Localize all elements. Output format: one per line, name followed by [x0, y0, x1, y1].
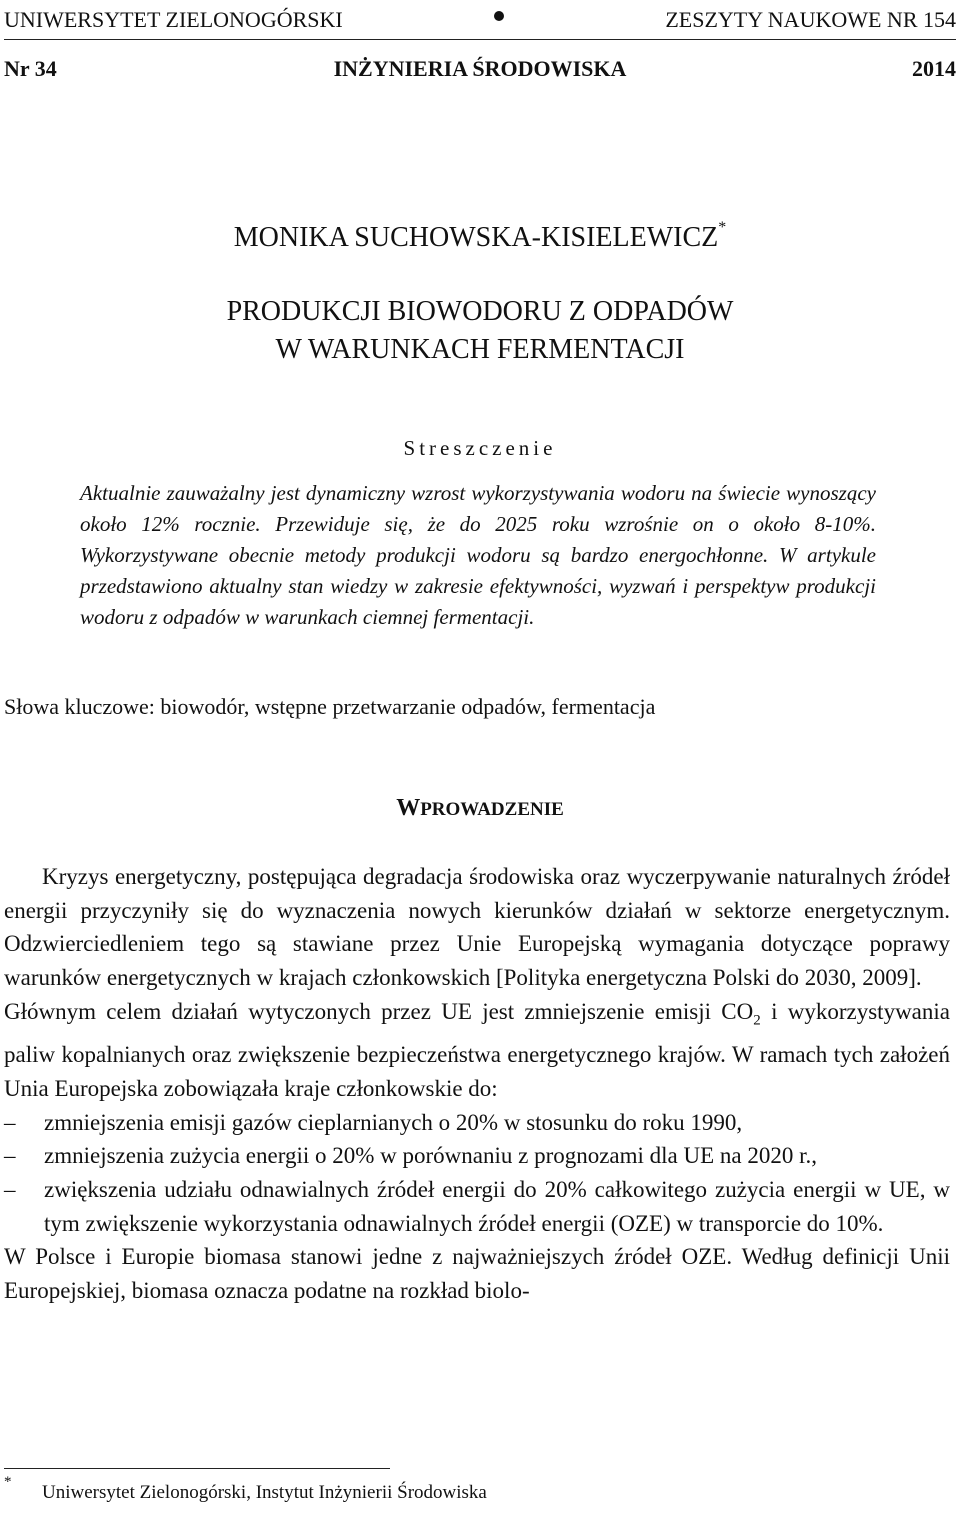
paragraph-1: Kryzys energetyczny, postępująca degradacja środowiska oraz wyczerpywanie naturalnych źródeł energii przyczyniły się do wyznaczenia nowych kierunków działań w sektorze energetycznym. Odzwierciedleniem tego są stawiane przez Unie Europejską wymagania dotyczące poprawy warunków energetycznych w krajach członkowskich [Polityka energetyczna Polski do 2030, 2009]. [4, 864, 950, 991]
paragraph-2 [4, 995, 950, 1106]
bullet-icon [494, 11, 504, 21]
issue-number: Nr 34 [4, 56, 57, 81]
journal-header-top [4, 5, 956, 35]
footnote [4, 1474, 487, 1504]
paragraph-3: W Polsce i Europie biomasa stanowi jedne z najważniejszych źródeł OZE. Według definicji Unii Europejskiej, biomasa oznacza podatne na rozkład biolo- [4, 1244, 950, 1304]
dash-icon: – [4, 1176, 16, 1202]
journal-header-bottom [4, 54, 956, 84]
section-heading [0, 795, 960, 822]
author-name-text: MONIKA SUCHOWSKA-KISIELEWICZ [233, 222, 719, 253]
journal-name: ZESZYTY NAUKOWE NR 154 [665, 7, 956, 32]
journal-section: INŻYNIERIA ŚRODOWISKA [333, 56, 627, 81]
section-heading-rest: PROWADZENIE [420, 799, 564, 820]
co2-subscript: 2 [753, 1012, 761, 1029]
footnote-rule [4, 1468, 390, 1469]
goals-list [4, 1106, 950, 1241]
dash-icon: – [4, 1109, 16, 1135]
list-item [4, 1173, 950, 1240]
paragraph-2-start: Głównym celem działań wytyczonych przez UE jest zmniejszenie emisji CO [4, 998, 754, 1024]
list-item-text: zmniejszenia emisji gazów cieplarnianych o 20% w stosunku do roku 1990, [44, 1109, 743, 1135]
issue-year: 2014 [912, 56, 956, 81]
header-rule [4, 39, 956, 40]
title-line-2: W WARUNKACH FERMENTACJI [275, 334, 685, 365]
section-heading-initial: W [396, 795, 421, 821]
body-text [4, 860, 950, 1308]
footnote-mark: * [4, 1474, 12, 1490]
list-item-text: zwiększenia udziału odnawialnych źródeł energii do 20% całkowitego zużycia energii w UE, w tym zwiększenie wykorzystania odnawialnych źródeł energii (OZE) w transporcie do 10%. [44, 1176, 950, 1236]
abstract-text: Aktualnie zauważalny jest dynamiczny wzrost wykorzystywania wodoru na świecie wynoszący około 12% rocznie. Przewiduje się, że do 2025 roku wzrośnie on o około 8-10%. Wykorzystywane obecnie metody produkcji wodoru są bardzo energochłonne. W artykule przedstawiono aktualny stan wiedzy w zakresie efektywności, wyzwań i perspektyw produkcji wodoru z odpadów w warunkach ciemnej fermentacji. [80, 481, 876, 629]
dash-icon: – [4, 1143, 16, 1169]
title-line-1: PRODUKCJI BIOWODORU Z ODPADÓW [226, 296, 734, 327]
abstract-heading: Streszczenie [403, 436, 557, 460]
keywords: Słowa kluczowe: biowodór, wstępne przetwarzanie odpadów, fermentacja [4, 694, 656, 719]
author-footnote-mark: * [718, 218, 727, 236]
author-name [0, 218, 960, 254]
list-item [4, 1139, 950, 1173]
list-item-text: zmniejszenia zużycia energii o 20% w porównaniu z prognozami dla UE na 2020 r., [44, 1143, 818, 1169]
footnote-text: Uniwersytet Zielonogórski, Instytut Inżynierii Środowiska [42, 1482, 487, 1503]
paragraph-2-end: i wykorzystywania paliw kopalnianych oraz zwiększenie bezpieczeństwa energetycznego krajów. W ramach tych założeń Unia Europejska zobowiązała kraje członkowskie do: [4, 998, 950, 1101]
university-name: UNIWERSYTET ZIELONOGÓRSKI [4, 7, 343, 32]
article-title [0, 293, 960, 369]
list-item [4, 1106, 950, 1140]
